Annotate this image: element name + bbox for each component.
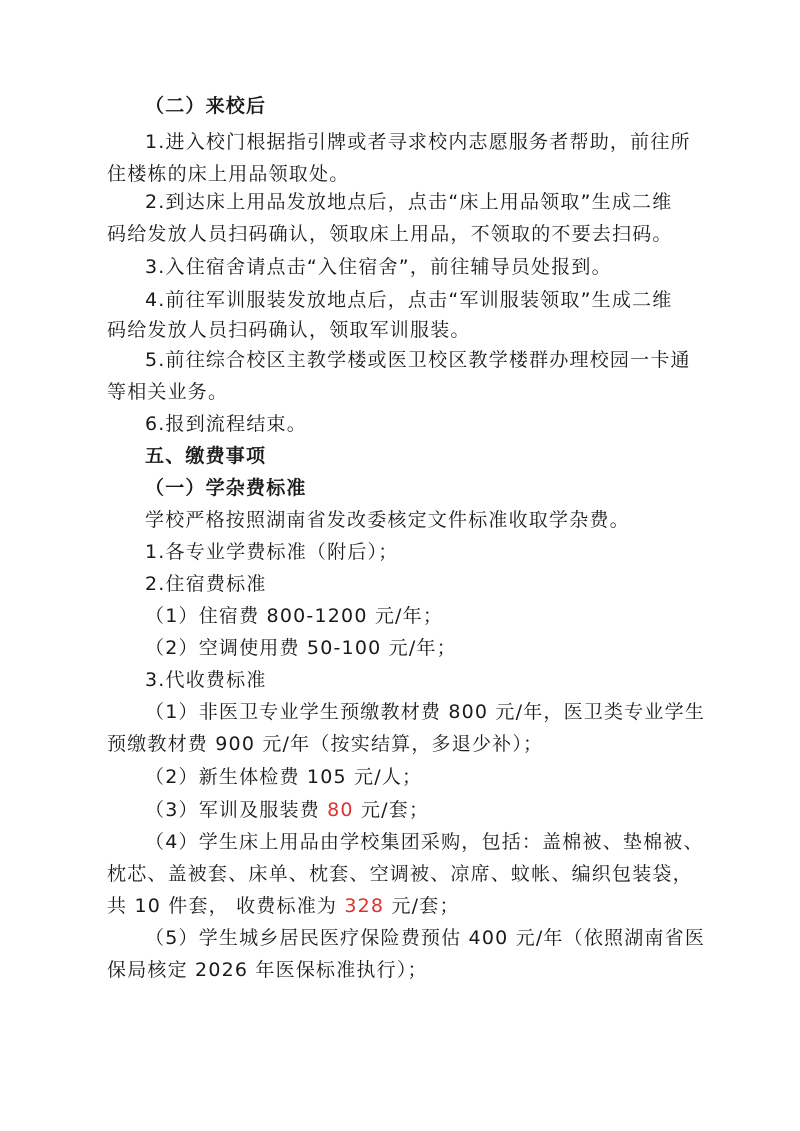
step-2-line-2: 码给发放人员扫码确认，领取床上用品，不领取的不要去扫码。 [107, 223, 673, 245]
fee-1-line-2: 预缴教材费 900 元/年（按实结算，多退少补）； [107, 733, 544, 755]
step-2-line-1: 2.到达床上用品发放地点后，点击“床上用品领取”生成二维 [145, 191, 673, 213]
subsection-1-title: （一）学杂费标准 [145, 477, 307, 499]
fee-3 [0, 793, 800, 827]
fee-3-prefix: （3）军训及服装费 [145, 799, 328, 821]
fee-5-line-2: 保局核定 2026 年医保标准执行）； [107, 959, 428, 981]
item-2: 2.住宿费标准 [145, 573, 267, 595]
item-2-1: （1）住宿费 800-1200 元/年； [145, 605, 444, 627]
fee-3-suffix: 元/套； [353, 799, 430, 821]
fee-1-line-1: （1）非医卫专业学生预缴教材费 800 元/年，医卫类专业学生 [145, 701, 706, 723]
fee-4-line-2: 枕芯、盖被套、床单、枕套、空调被、凉席、蚊帐、编织包装袋， [107, 863, 693, 885]
fee-4-line-1: （4）学生床上用品由学校集团采购，包括：盖棉被、垫棉被、 [145, 831, 704, 853]
fee-3-amount: 80 [327, 799, 354, 821]
step-6: 6.报到流程结束。 [145, 413, 307, 435]
step-3: 3.入住宿舍请点击“入住宿舍”，前往辅导员处报到。 [145, 256, 612, 278]
section-after-arrival-title: （二）来校后 [145, 95, 267, 117]
intro-paragraph: 学校严格按照湖南省发改委核定文件标准收取学杂费。 [145, 509, 630, 531]
fee-4-line-3-prefix: 共 10 件套， 收费标准为 [107, 895, 345, 917]
item-1: 1.各专业学费标准（附后）； [145, 541, 399, 563]
step-4-line-2: 码给发放人员扫码确认，领取军训服装。 [107, 319, 471, 341]
fee-2: （2）新生体检费 105 元/人； [145, 766, 423, 788]
step-1-line-2: 住楼栋的床上用品领取处。 [107, 163, 350, 185]
fee-4-line-3-suffix: 元/套； [384, 895, 460, 917]
section-5-title: 五、缴费事项 [145, 445, 267, 467]
step-1-line-1: 1.进入校门根据指引牌或者寻求校内志愿服务者帮助，前往所 [145, 131, 691, 153]
fee-5-line-1: （5）学生城乡居民医疗保险费预估 400 元/年（依照湖南省医 [145, 927, 706, 949]
step-5-line-1: 5.前往综合校区主教学楼或医卫校区教学楼群办理校园一卡通 [145, 349, 691, 371]
item-2-2: （2）空调使用费 50-100 元/年； [145, 637, 457, 659]
fee-4-amount: 328 [344, 895, 385, 917]
step-4-line-1: 4.前往军训服装发放地点后，点击“军训服装领取”生成二维 [145, 289, 673, 311]
step-5-line-2: 等相关业务。 [107, 381, 229, 403]
item-3: 3.代收费标准 [145, 669, 267, 691]
fee-4-line-3 [0, 889, 800, 923]
